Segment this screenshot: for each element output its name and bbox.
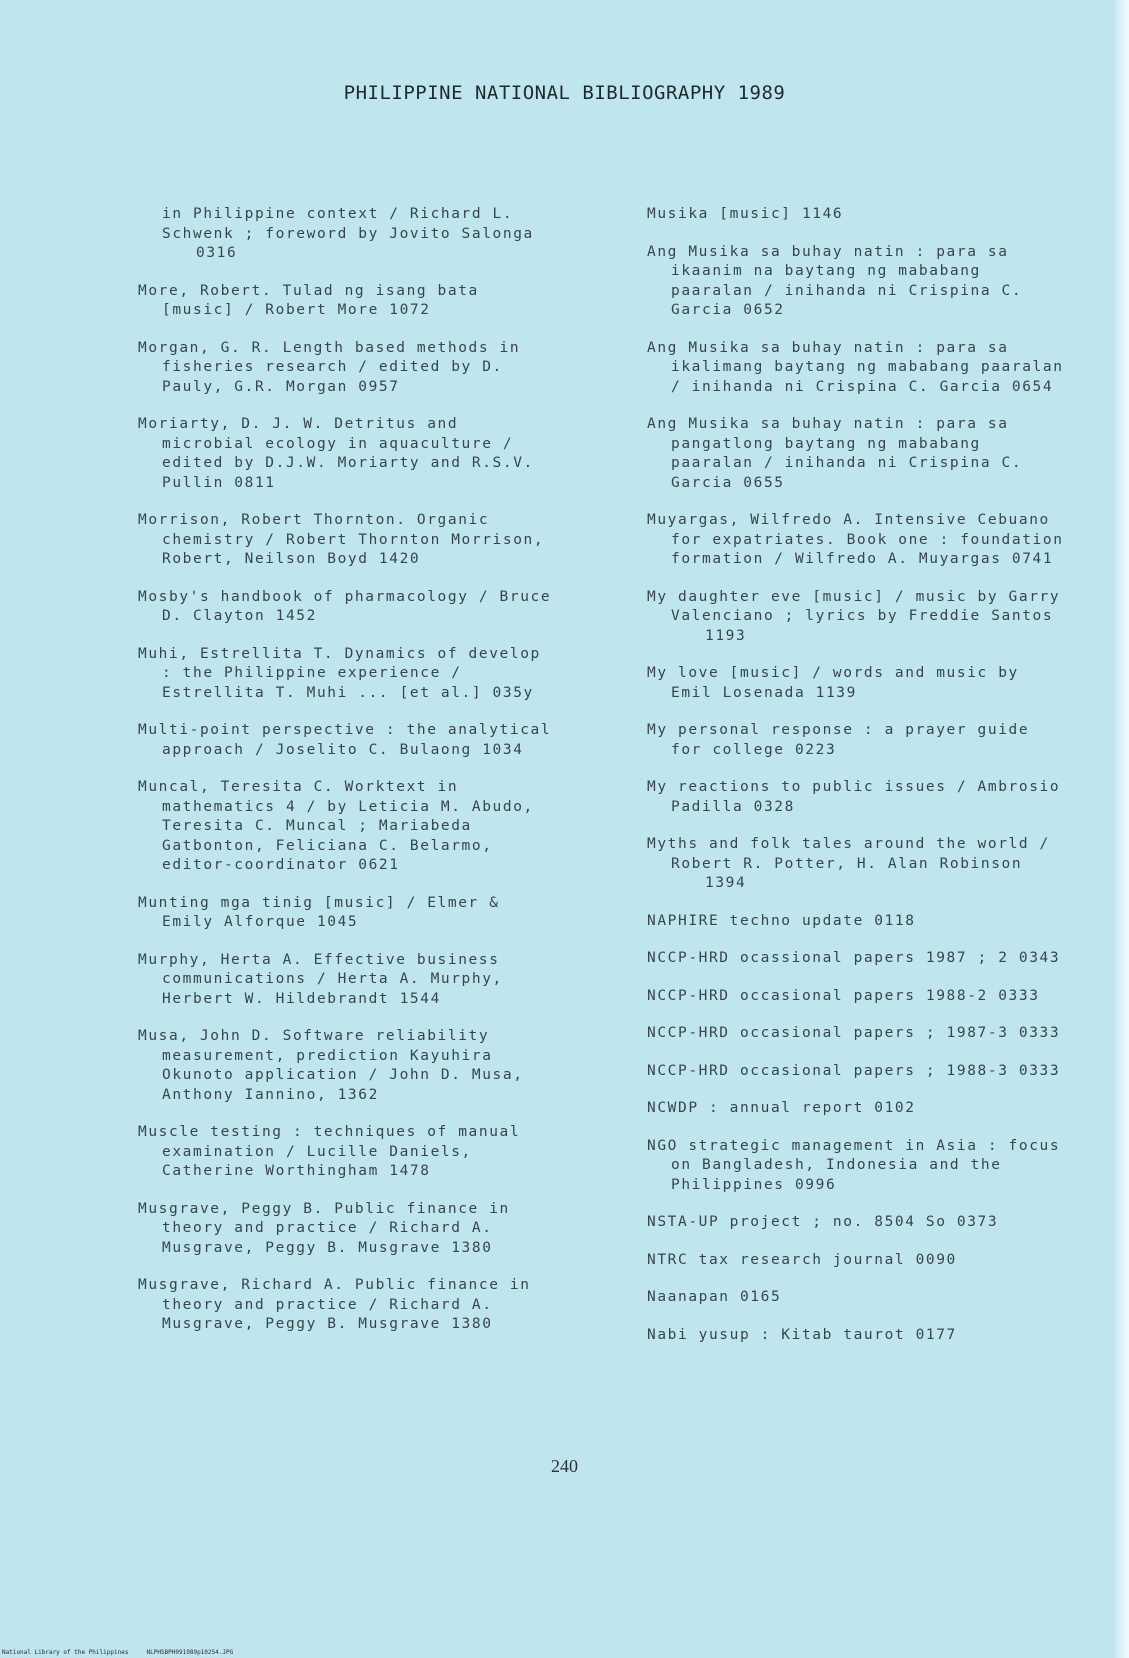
- bibliography-entry: [647, 721, 1117, 760]
- entry-line: Naanapan 0165: [647, 1289, 782, 1305]
- entry-line: Musgrave, Peggy B. Musgrave 1380: [162, 1239, 493, 1256]
- entry-line: Muyargas, Wilfredo A. Intensive Cebuano: [647, 512, 1050, 528]
- bibliography-entry: [647, 339, 1117, 398]
- entry-line: NCCP-HRD occasional papers ; 1987-3 0333: [647, 1025, 1061, 1041]
- entry-line: microbial ecology in aquaculture /: [162, 435, 514, 452]
- bibliography-entry: [647, 588, 1117, 647]
- entry-line: 0316: [196, 245, 238, 261]
- bibliography-entry: [647, 1326, 1117, 1346]
- bibliography-entry: [138, 894, 598, 933]
- bibliography-entry: [138, 1200, 598, 1259]
- entry-line: Musika [music] 1146: [647, 206, 844, 222]
- entry-line: Muscle testing : techniques of manual: [138, 1124, 521, 1140]
- entry-line: Murphy, Herta A. Effective business: [138, 951, 500, 968]
- entry-line: Pauly, G.R. Morgan 0957: [162, 378, 400, 395]
- left-column: [138, 205, 598, 1353]
- entry-line: NAPHIRE techno update 0118: [647, 912, 916, 929]
- bibliography-entry: [647, 415, 1117, 493]
- entry-line: ikalimang baytang ng mababang paaralan: [671, 359, 1064, 375]
- bibliography-entry: [138, 205, 598, 264]
- footer-caption: National Library of the Philippines NLPHSBPH091989p10254.JPG: [2, 1649, 234, 1656]
- bibliography-entry: [647, 1251, 1117, 1271]
- bibliography-entry: [647, 1137, 1117, 1196]
- entry-line: Multi-point perspective : the analytical: [138, 722, 552, 738]
- entry-line: Ang Musika sa buhay natin : para sa: [647, 339, 1009, 356]
- entry-line: approach / Joselito C. Bulaong 1034: [162, 741, 524, 758]
- entry-line: fisheries research / edited by D.: [162, 359, 503, 375]
- entry-line: Okunoto application / John D. Musa,: [162, 1067, 524, 1083]
- bibliography-entry: [647, 511, 1117, 570]
- entry-line: Myths and folk tales around the world /: [647, 836, 1050, 852]
- bibliography-entry: [138, 511, 598, 570]
- bibliography-entry: [138, 339, 598, 398]
- entry-line: on Bangladesh, Indonesia and the: [671, 1157, 1002, 1173]
- entry-line: Estrellita T. Muhi ... [et al.] 035y: [162, 684, 534, 701]
- entry-line: Morrison, Robert Thornton. Organic: [138, 512, 490, 528]
- bibliography-entry: [138, 415, 598, 493]
- entry-line: Gatbonton, Feliciana C. Belarmo,: [162, 837, 493, 854]
- entry-line: NCCP-HRD occasional papers 1988-2 0333: [647, 987, 1040, 1004]
- entry-line: Robert R. Potter, H. Alan Robinson: [671, 855, 1023, 872]
- entry-line: Padilla 0328: [671, 798, 795, 815]
- bibliography-entry: [138, 951, 598, 1010]
- bibliography-entry: [647, 835, 1117, 894]
- entry-line: paaralan / inihanda ni Crispina C.: [671, 282, 1023, 299]
- entry-line: Teresita C. Muncal ; Mariabeda: [162, 818, 472, 834]
- bibliography-entry: [647, 987, 1117, 1007]
- entry-line: edited by D.J.W. Moriarty and R.S.V.: [162, 455, 534, 471]
- entry-line: ikaanim na baytang ng mababang: [671, 263, 981, 279]
- entry-line: Musgrave, Peggy B. Musgrave 1380: [162, 1316, 493, 1332]
- entry-line: My personal response : a prayer guide: [647, 722, 1030, 738]
- bibliography-entry: [138, 721, 598, 760]
- bibliography-entry: [138, 645, 598, 704]
- entry-line: Nabi yusup : Kitab taurot 0177: [647, 1326, 957, 1343]
- page-title: PHILIPPINE NATIONAL BIBLIOGRAPHY 1989: [343, 82, 786, 104]
- entry-line: formation / Wilfredo A. Muyargas 0741: [671, 551, 1054, 567]
- entry-line: Robert, Neilson Boyd 1420: [162, 551, 421, 567]
- entry-line: Musgrave, Richard A. Public finance in: [138, 1277, 531, 1293]
- bibliography-entry: [138, 588, 598, 627]
- bibliography-entry: [138, 1027, 598, 1105]
- entry-line: theory and practice / Richard A.: [162, 1220, 493, 1236]
- entry-line: in Philippine context / Richard L.: [162, 206, 514, 222]
- entry-line: 1394: [705, 875, 747, 891]
- entry-line: Morgan, G. R. Length based methods in: [138, 339, 521, 356]
- entry-line: Musa, John D. Software reliability: [138, 1028, 490, 1044]
- bibliography-entry: [647, 1213, 1117, 1233]
- entry-line: Ang Musika sa buhay natin : para sa: [647, 243, 1009, 260]
- entry-line: examination / Lucille Daniels,: [162, 1143, 472, 1160]
- entry-line: for college 0223: [671, 741, 837, 758]
- bibliography-entry: [647, 664, 1117, 703]
- entry-line: Herbert W. Hildebrandt 1544: [162, 990, 441, 1007]
- entry-line: theory and practice / Richard A.: [162, 1296, 493, 1313]
- entry-line: Anthony Iannino, 1362: [162, 1086, 379, 1103]
- entry-line: NSTA-UP project ; no. 8504 So 0373: [647, 1214, 999, 1230]
- page-number: 240: [551, 1456, 578, 1476]
- entry-line: Ang Musika sa buhay natin : para sa: [647, 416, 1009, 432]
- entry-line: [music] / Robert More 1072: [162, 302, 431, 318]
- entry-line: NCCP-HRD occasional papers ; 1988-3 0333: [647, 1062, 1061, 1079]
- bibliography-entry: [138, 1123, 598, 1182]
- entry-line: Muncal, Teresita C. Worktext in: [138, 779, 459, 795]
- bibliography-entry: [647, 912, 1117, 932]
- bibliography-entry: [647, 949, 1117, 969]
- entry-line: Moriarty, D. J. W. Detritus and: [138, 416, 459, 432]
- bibliography-entry: [647, 243, 1117, 321]
- entry-line: Emily Alforque 1045: [162, 914, 359, 930]
- entry-line: Pullin 0811: [162, 474, 276, 491]
- entry-line: Muhi, Estrellita T. Dynamics of develop: [138, 645, 541, 662]
- bibliography-entry: [647, 1062, 1117, 1082]
- entry-line: 1193: [705, 627, 747, 644]
- bibliography-entry: [138, 282, 598, 321]
- entry-line: More, Robert. Tulad ng isang bata: [138, 282, 479, 299]
- bibliography-entry: [647, 1288, 1117, 1308]
- entry-line: Munting mga tinig [music] / Elmer &: [138, 894, 500, 911]
- bibliography-entry: [138, 1276, 598, 1335]
- bibliography-entry: [647, 1099, 1117, 1119]
- entry-line: / inihanda ni Crispina C. Garcia 0654: [671, 378, 1054, 395]
- entry-line: My love [music] / words and music by: [647, 665, 1019, 681]
- entry-line: Mosby's handbook of pharmacology / Bruce: [138, 588, 552, 605]
- bibliography-entry: [647, 778, 1117, 817]
- entry-line: communications / Herta A. Murphy,: [162, 971, 503, 987]
- right-column: [647, 205, 1117, 1363]
- entry-line: Garcia 0655: [671, 474, 785, 491]
- entry-line: Garcia 0652: [671, 302, 785, 318]
- entry-line: Schwenk ; foreword by Jovito Salonga: [162, 225, 534, 242]
- bibliography-entry: [647, 1024, 1117, 1044]
- entry-line: paaralan / inihanda ni Crispina C.: [671, 455, 1023, 471]
- entry-line: for expatriates. Book one : foundation: [671, 531, 1064, 548]
- entry-line: Catherine Worthingham 1478: [162, 1163, 431, 1179]
- entry-line: NTRC tax research journal 0090: [647, 1251, 957, 1268]
- entry-line: My reactions to public issues / Ambrosio: [647, 779, 1061, 795]
- entry-line: NCWDP : annual report 0102: [647, 1100, 916, 1116]
- entry-line: Valenciano ; lyrics by Freddie Santos: [671, 608, 1054, 624]
- entry-line: mathematics 4 / by Leticia M. Abudo,: [162, 798, 534, 815]
- entry-line: Musgrave, Peggy B. Public finance in: [138, 1200, 510, 1217]
- entry-line: Emil Losenada 1139: [671, 684, 857, 701]
- entry-line: NGO strategic management in Asia : focus: [647, 1137, 1061, 1154]
- entry-line: chemistry / Robert Thornton Morrison,: [162, 531, 545, 548]
- entry-line: editor-coordinator 0621: [162, 857, 400, 873]
- entry-line: Philippines 0996: [671, 1176, 837, 1193]
- entry-line: My daughter eve [music] / music by Garry: [647, 588, 1061, 605]
- bibliography-entry: [647, 205, 1117, 225]
- entry-line: measurement, prediction Kayuhira: [162, 1047, 493, 1064]
- entry-line: D. Clayton 1452: [162, 608, 317, 624]
- bibliography-entry: [138, 778, 598, 876]
- entry-line: pangatlong baytang ng mababang: [671, 435, 981, 452]
- entry-line: NCCP-HRD ocassional papers 1987 ; 2 0343: [647, 950, 1061, 966]
- entry-line: : the Philippine experience /: [162, 665, 462, 681]
- page-edge-shadow: [1115, 0, 1129, 1658]
